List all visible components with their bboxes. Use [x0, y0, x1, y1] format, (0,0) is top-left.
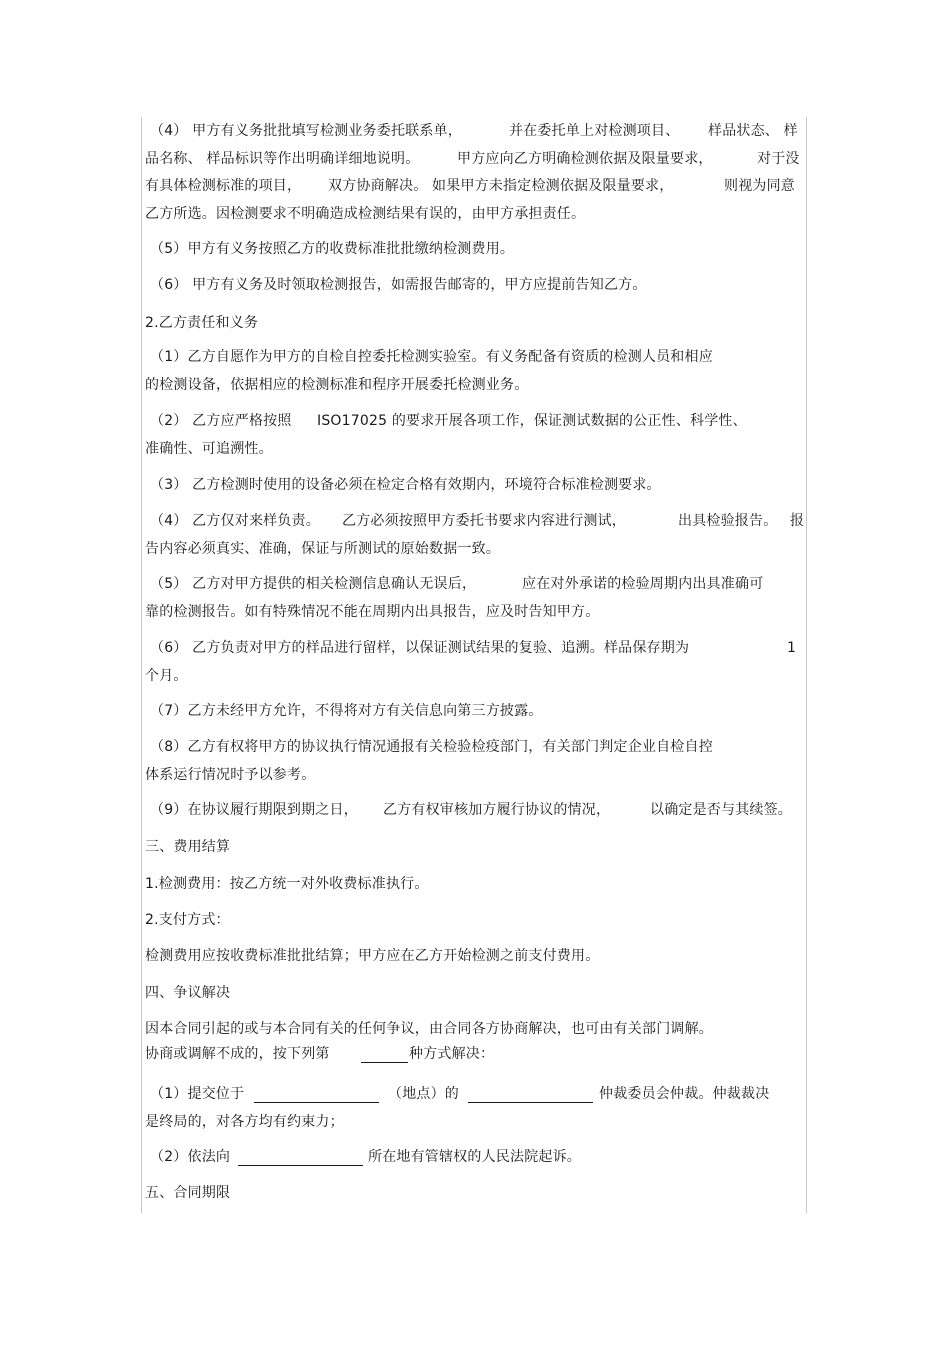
section-heading-4	[145, 980, 803, 1008]
clause-a4-line4	[145, 201, 803, 229]
text: 并在委托单上对检测项目、	[509, 123, 680, 139]
text: 1.检测费用：按乙方统一对外收费标准执行。	[145, 876, 429, 892]
left-border	[141, 117, 142, 1213]
court-location-blank[interactable]	[238, 1151, 363, 1166]
text: 检测费用应按收费标准批批结算；甲方应在乙方开始检测之前支付费用。	[145, 948, 600, 964]
text: （9）在协议履行期限到期之日，	[150, 802, 358, 818]
clause-a4-line1	[145, 118, 803, 146]
text: 告内容必须真实、准确，保证与所测试的原始数据一致。	[145, 540, 500, 557]
text: 个月。	[145, 667, 188, 684]
text: （5） 乙方对甲方提供的相关检测信息确认无误后，	[150, 576, 477, 592]
arbitration-location-blank[interactable]	[254, 1088, 379, 1103]
text: 的检测设备，依据相应的检测标准和程序开展委托检测业务。	[145, 376, 529, 393]
text: 以确定是否与其续签。	[650, 802, 792, 818]
section-heading-2	[145, 310, 803, 338]
text: （1）提交位于	[150, 1086, 245, 1102]
text: 种方式解决：	[409, 1045, 495, 1062]
text: （8）乙方有权将甲方的协议执行情况通报有关检验检疫部门，有关部门判定企业自检自控	[150, 739, 713, 755]
text: 仲裁委员会仲裁。仲裁裁决	[599, 1086, 770, 1102]
text: 所在地有管辖权的人民法院起诉。	[368, 1149, 581, 1165]
text: （4） 乙方仅对来样负责。	[150, 513, 320, 529]
text: 体系运行情况时予以参考。	[145, 766, 316, 783]
section-heading-5	[145, 1180, 803, 1208]
text: （1）乙方自愿作为甲方的自检自控委托检测实验室。有义务配备有资质的检测人员和相应	[150, 349, 713, 365]
text: （2）依法向	[150, 1149, 231, 1165]
text: （7）乙方未经甲方允许，不得将对方有关信息向第三方披露。	[150, 703, 543, 719]
clause-b2	[145, 408, 803, 463]
text: 是终局的，对各方均有约束力；	[145, 1113, 344, 1130]
fee-item-1	[145, 871, 803, 899]
dispute-option-2	[145, 1144, 803, 1172]
heading: 五、合同期限	[145, 1185, 231, 1201]
text: （6） 甲方有义务及时领取检测报告，如需报告邮寄的，甲方应提前告知乙方。	[150, 277, 647, 293]
dispute-option-1	[145, 1081, 803, 1136]
text: 协商或调解不成的，按下列第	[145, 1045, 330, 1062]
clause-b4	[145, 508, 803, 563]
dispute-text	[145, 1016, 803, 1068]
method-number-blank[interactable]	[361, 1048, 408, 1063]
clause-a6	[145, 272, 803, 300]
section-heading-3	[145, 834, 803, 862]
text: 品名称、 样品标识等作出明确详细地说明。	[145, 150, 420, 167]
text: 乙方必须按照甲方委托书要求内容进行测试，	[342, 513, 626, 529]
right-border	[806, 117, 807, 1213]
text: 对于没	[757, 150, 800, 167]
clause-b9	[145, 797, 803, 825]
text: （2） 乙方应严格按照	[150, 413, 292, 429]
heading: 三、费用结算	[145, 839, 231, 855]
text: 双方协商解决。 如果甲方未指定检测依据及限量要求，	[328, 178, 674, 194]
text: 样品状态、 样	[708, 123, 798, 139]
clause-a4-line2	[145, 146, 803, 174]
text: 靠的检测报告。如有特殊情况不能在周期内出具报告，应及时告知甲方。	[145, 603, 600, 620]
clause-b7	[145, 698, 803, 726]
text: 出具检验报告。	[678, 513, 778, 529]
fee-item-3	[145, 943, 803, 971]
clause-b6	[145, 635, 803, 690]
text: （地点）的	[388, 1086, 459, 1102]
text: 报	[790, 513, 805, 529]
clause-b8	[145, 734, 803, 789]
clause-a4	[145, 118, 803, 228]
clause-b1	[145, 344, 803, 399]
clause-b5	[145, 571, 803, 626]
text: 乙方所选。因检测要求不明确造成检测结果有误的，由甲方承担责任。	[145, 205, 586, 222]
text: （5）甲方有义务按照乙方的收费标准批批缴纳检测费用。	[150, 241, 515, 257]
heading: 2.乙方责任和义务	[145, 315, 259, 331]
fee-item-2	[145, 907, 803, 935]
heading: 四、争议解决	[145, 985, 231, 1001]
text: 2.支付方式：	[145, 912, 230, 928]
text: ISO17025 的要求开展各项工作，保证测试数据的公正性、科学性、	[317, 413, 747, 429]
text: 准确性、可追溯性。	[145, 440, 273, 457]
text: 甲方应向乙方明确检测依据及限量要求，	[457, 150, 713, 167]
text: （6） 乙方负责对甲方的样品进行留样，以保证测试结果的复验、追溯。样品保存期为	[150, 640, 690, 656]
clause-a4-line3	[145, 173, 803, 201]
text: 乙方有权审核加方履行协议的情况，	[383, 802, 611, 818]
arbitration-commission-blank[interactable]	[468, 1088, 593, 1103]
text: 1	[787, 640, 797, 656]
clause-b3	[145, 472, 803, 500]
text: （4） 甲方有义务批批填写检测业务委托联系单，	[150, 123, 462, 139]
text: 因本合同引起的或与本合同有关的任何争议，由合同各方协商解决，也可由有关部门调解。	[145, 1021, 713, 1037]
text: （3） 乙方检测时使用的设备必须在检定合格有效期内，环境符合标准检测要求。	[150, 477, 661, 493]
text: 有具体检测标准的项目，	[145, 178, 302, 194]
clause-a5	[145, 236, 803, 264]
text: 则视为同意	[724, 178, 795, 194]
text: 应在对外承诺的检验周期内出具准确可	[522, 576, 764, 592]
